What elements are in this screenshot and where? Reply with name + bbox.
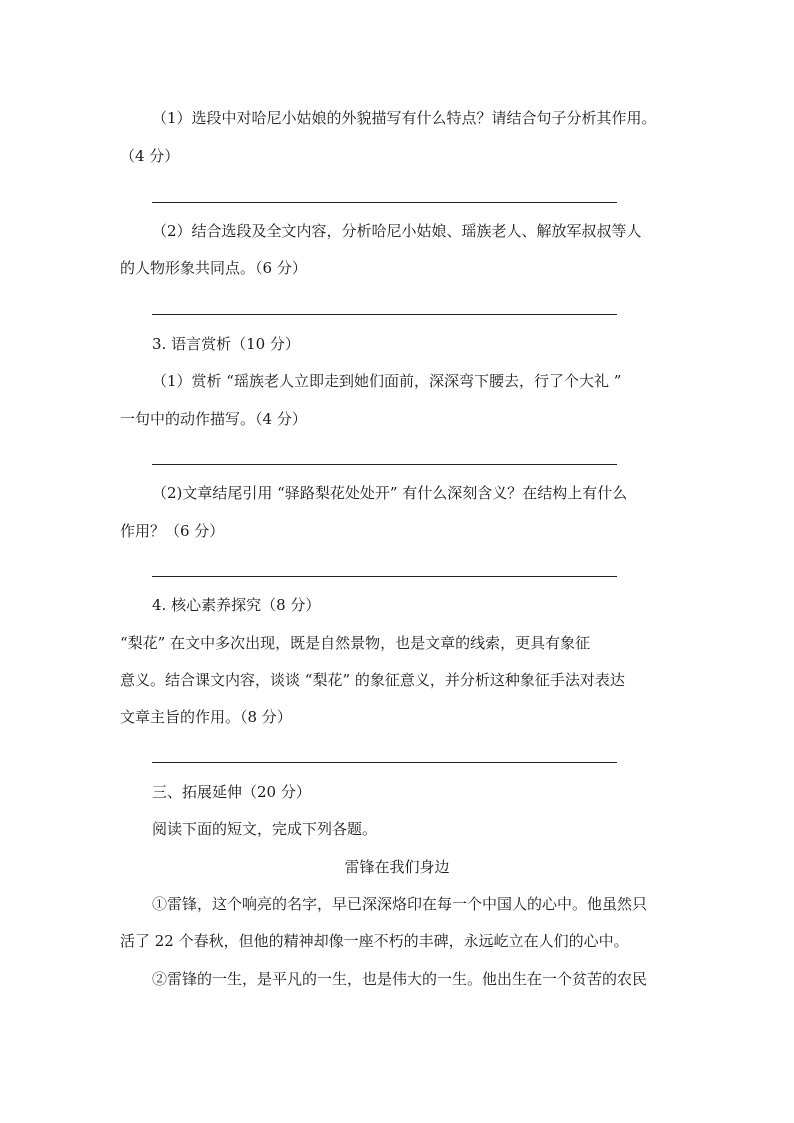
answer-line	[152, 202, 617, 203]
q4-line2: 意义。结合课文内容，谈谈 “梨花” 的象征意义，并分析这种象征手法对表达	[120, 671, 625, 689]
q3-sub1-line1: （1）赏析 “瑶族老人立即走到她们面前，深深弯下腰去，行了个大礼 ”	[152, 372, 622, 390]
q3-sub2-line2: 作用？（6 分）	[120, 522, 225, 540]
answer-line	[152, 576, 617, 577]
section3-instruction: 阅读下面的短文，完成下列各题。	[152, 820, 378, 838]
q3-sub2-line1: （2)文章结尾引用 “驿路梨花处处开” 有什么深刻含义？在结构上有什么	[152, 484, 628, 502]
q2-sub1-line2: （4 分）	[120, 147, 180, 165]
q4-line1: “梨花” 在文中多次出现，既是自然景物，也是文章的线索，更具有象征	[120, 634, 591, 652]
passage-title: 雷锋在我们身边	[344, 858, 450, 876]
section3-heading: 三、拓展延伸（20 分）	[152, 783, 311, 801]
passage-p1-line1: ①雷锋，这个响亮的名字，早已深深烙印在每一个中国人的心中。他虽然只	[152, 895, 648, 913]
passage-p1-line2: 活了 22 个春秋，但他的精神却像一座不朽的丰碑，永远屹立在人们的心中。	[120, 932, 629, 950]
answer-line	[152, 762, 617, 763]
answer-line	[152, 314, 617, 315]
answer-line	[152, 464, 617, 465]
q2-sub2-line2: 的人物形象共同点。（6 分）	[120, 259, 307, 277]
q2-sub1-line1: （1）选段中对哈尼小姑娘的外貌描写有什么特点？请结合句子分析其作用。	[152, 109, 657, 127]
q4-line3: 文章主旨的作用。（8 分）	[120, 708, 292, 726]
q2-sub2-line1: （2）结合选段及全文内容，分析哈尼小姑娘、瑶族老人、解放军叔叔等人	[152, 222, 642, 240]
q4-heading: 4. 核心素养探究（8 分）	[152, 596, 321, 614]
passage-p2-line1: ②雷锋的一生，是平凡的一生，也是伟大的一生。他出生在一个贫苦的农民	[152, 970, 648, 988]
q3-sub1-line2: 一句中的动作描写。（4 分）	[120, 410, 307, 428]
q3-heading: 3. 语言赏析（10 分）	[152, 335, 300, 353]
